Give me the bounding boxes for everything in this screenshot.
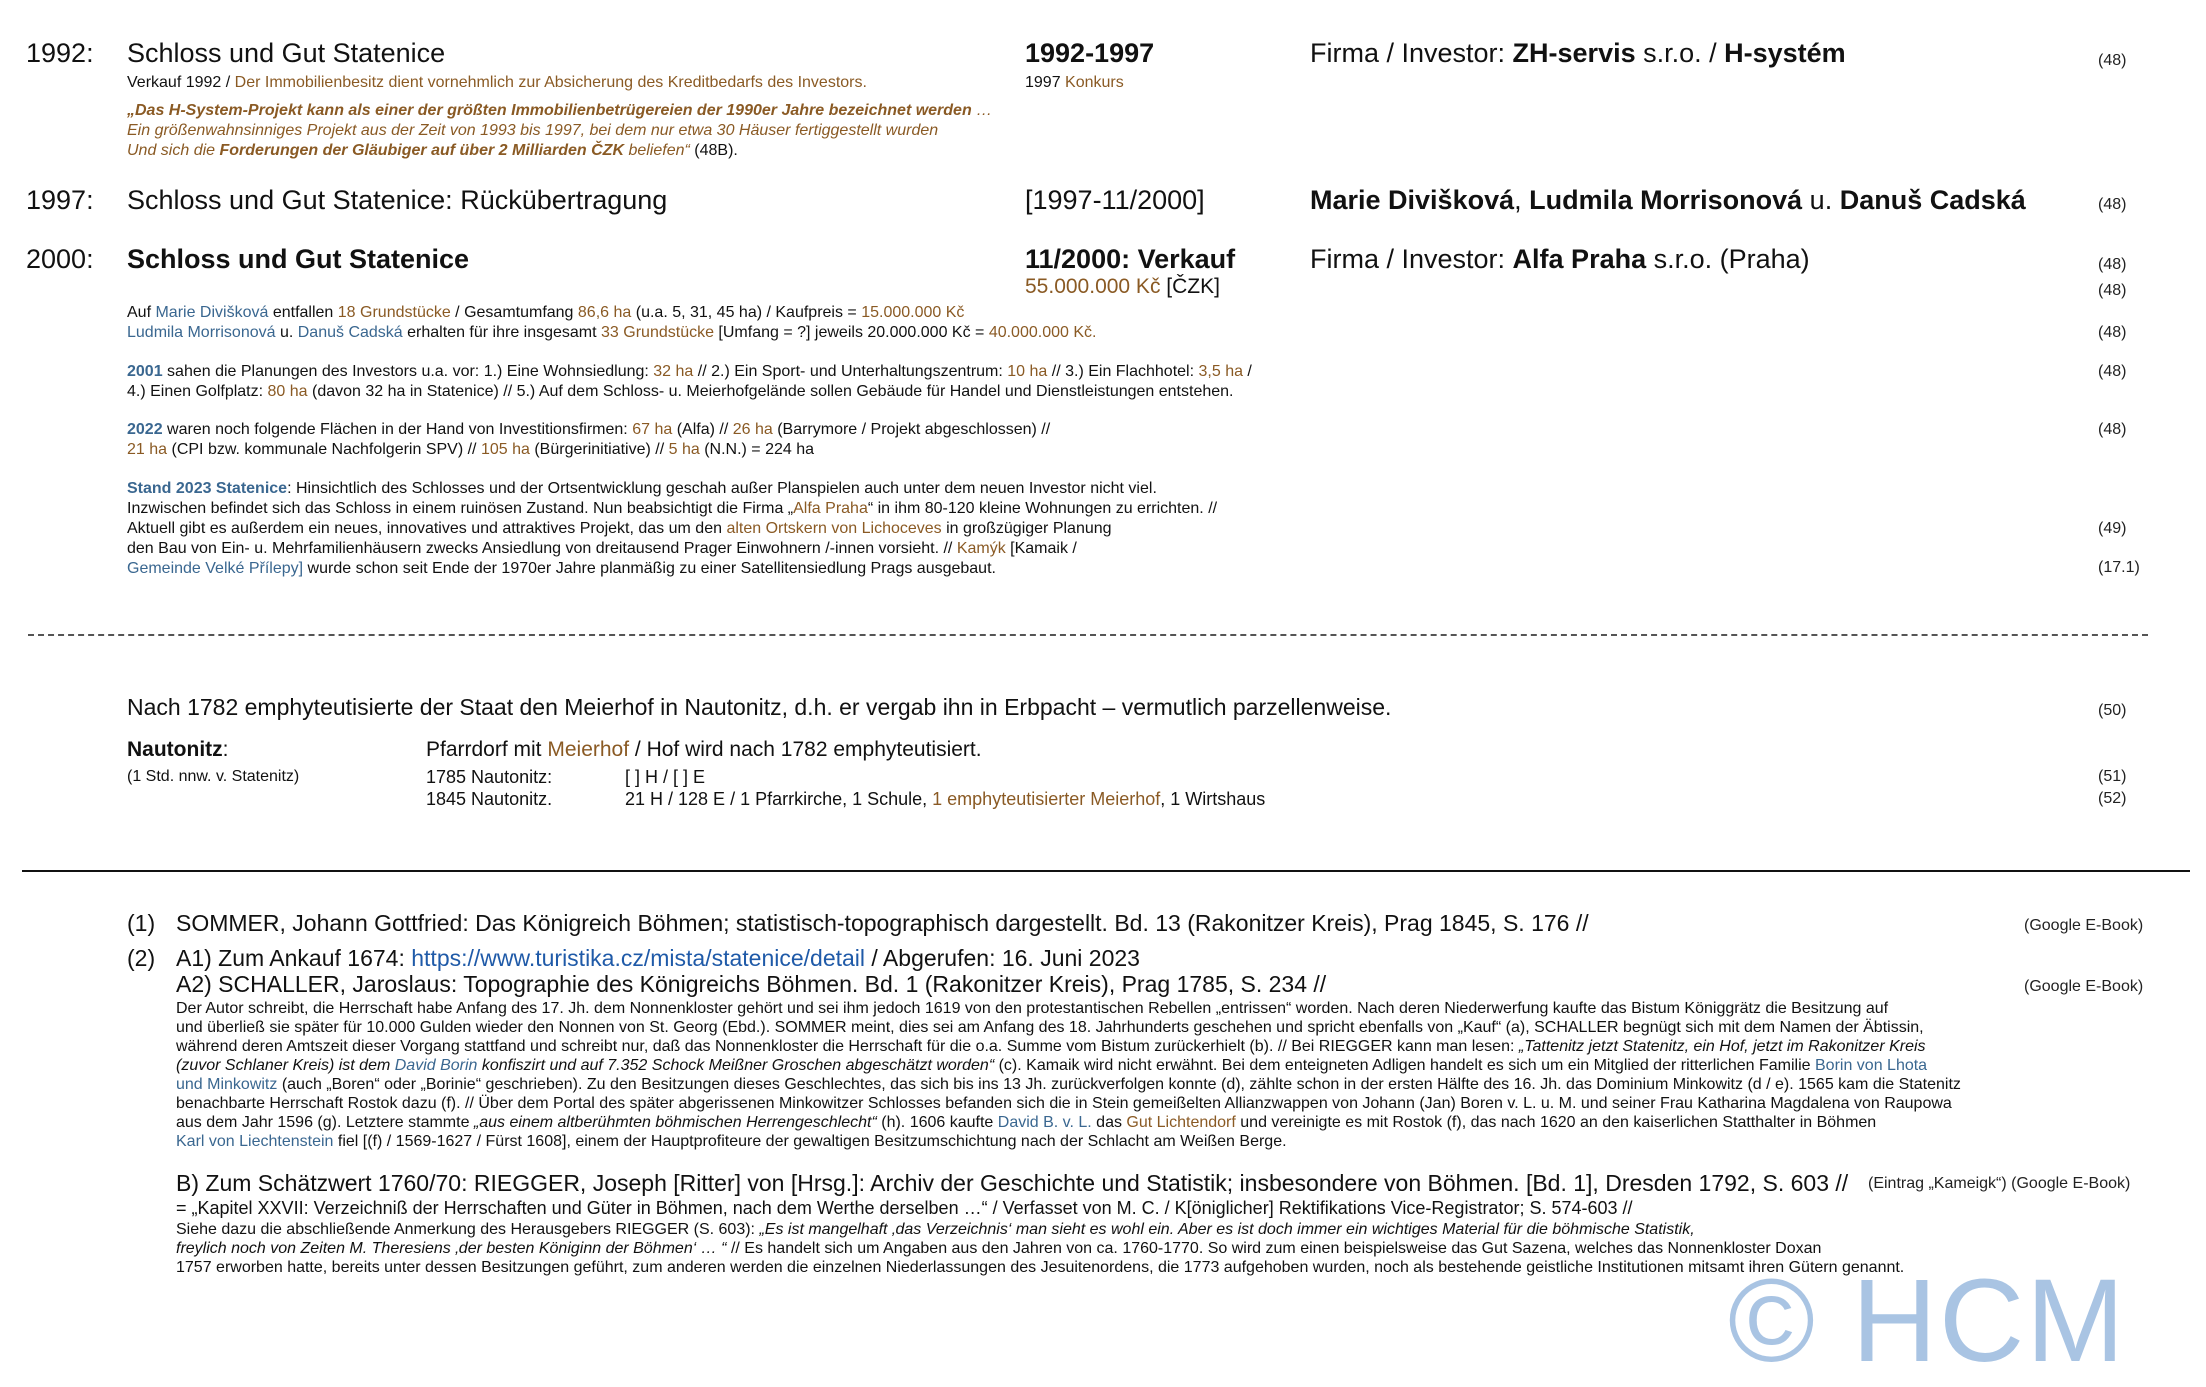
dashed-separator <box>28 634 2148 636</box>
quote-line-1: „Das H-System-Projekt kann als einer der größten Immobilienbetrügereien der 1990er Jahre bezeichnet werden … <box>127 102 993 119</box>
ref-2000-b: (48) <box>2098 282 2127 299</box>
footnote-2-number: (2) <box>127 945 156 971</box>
footnote-2-source: (Google E-Book) <box>2024 978 2144 995</box>
ref-1997: (48) <box>2098 196 2127 213</box>
status-2023-line-3: Aktuell gibt es außerdem ein neues, innovatives und attraktives Projekt, das um den alten Ortskern von Lichoceves in großzügiger Planung <box>127 520 1112 537</box>
footnote-separator <box>22 870 2190 872</box>
status-2023-line-4: den Bau von Ein- u. Mehrfamilienhäusern zwecks Ansiedlung von dreitausend Prager Einwohnern /-innen vorsieht. // Kamýk [Kamaik / <box>127 540 1077 557</box>
ref-2000-a: (48) <box>2098 256 2127 273</box>
nautonitz-1845-label: 1845 Nautonitz. <box>426 789 553 809</box>
plans-2001-line-2: 4.) Einen Golfplatz: 80 ha (davon 32 ha in Statenice) // 5.) Auf dem Schloss- u. Meierhofgelände sollen Gebäude für Handel und Dienstleistungen entstehen. <box>127 383 1234 400</box>
footnote-2-para-line-8: Karl von Liechtenstein fiel [(f) / 1569-1627 / Fürst 1608], einem der Hauptprofiteure der gewaltigen Besitzumschichtung nach der Schlacht am Weißen Berge. <box>176 1133 1287 1150</box>
footnote-2-b-line-3: Siehe dazu die abschließende Anmerkung des Herausgebers RIEGGER (S. 603): „Es ist mangelhaft ‚das Verzeichnis‘ man sieht es wohl ein. Aber es ist doch immer ein wichtiges Material für die böhmische Statistik, <box>176 1221 1695 1238</box>
footnote-2-b-source: (Eintrag „Kameigk“) (Google E-Book) <box>1868 1175 2131 1192</box>
year-1997: 1997: <box>26 185 94 215</box>
footnote-2-a2: A2) SCHALLER, Jaroslaus: Topographie des Königreichs Böhmen. Bd. 1 (Rakonitzer Kreis), Prag 1785, S. 234 // <box>176 971 1327 997</box>
nautonitz-1785-label: 1785 Nautonitz: <box>426 767 553 787</box>
footnote-2-para-line-2: und überließ sie später für 10.000 Gulden wieder den Nonnen von St. Georg (Ebd.). SOMMER meint, dies sei am Anfang des 18. Jahrhunderts geschehen und spricht ebenfalls von „Kauf“ (a), SCHALLER begnügt sich mit dem Namen der Äbtissin, <box>176 1019 1924 1036</box>
period-sub-1992: 1997 Konkurs <box>1025 74 1124 91</box>
areas-2022-line-2: 21 ha (CPI bzw. kommunale Nachfolgerin SPV) // 105 ha (Bürgerinitiative) // 5 ha (N.N.) = 224 ha <box>127 441 815 458</box>
footnote-1-source: (Google E-Book) <box>2024 917 2144 934</box>
footnote-2-b-line-2: = „Kapitel XXVII: Verzeichniß der Herrschaften und Güter in Böhmen, nach dem Werthe derselben …“ / Verfasset von M. C. / K[öniglicher] Rektifikations Vice-Registrator; S. 574-603 // <box>176 1198 1633 1218</box>
status-2023-line-2: Inzwischen befindet sich das Schloss in einem ruinösen Zustand. Nun beabsichtigt die Firma „Alfa Praha“ in ihm 80-120 kleine Wohnungen zu errichten. // <box>127 500 1218 517</box>
footnote-2-b-line-4: freylich noch von Zeiten M. Theresiens ‚der besten Königinn der Böhmen‘ … “ // Es handelt sich um Angaben aus den Jahren von ca. 1760-1770. So wird zum einen beispielsweise das Gut Sazena, welches das Nonnenkloster Doxan <box>176 1240 1822 1257</box>
purchase-line-2: Ludmila Morrisonová u. Danuš Cadská erhalten für ihre insgesamt 33 Grundstücke [Umfang = ?] jeweils 20.000.000 Kč = 40.000.000 Kč. <box>127 324 1097 341</box>
price-2000: 55.000.000 Kč [ČZK] <box>1025 275 1220 298</box>
footnote-2-para-line-7: aus dem Jahr 1596 (g). Letztere stammte „aus einem altberühmten böhmischen Herrengeschlecht“ (h). 1606 kaufte David B. v. L. das Gut Lichtendorf und vereinigte es mit Rostok (f), das nach 1620 an den kaiserlichen Statthalter in Böhmen <box>176 1114 1877 1131</box>
footnote-2-para-line-3: während deren Amtszeit dieser Vorgang stattfand und schreibt nur, daß das Nonnenkloster die Herrschaft für die o.a. Summe vom Bistum zurückerhielt (b). // Bei RIEGGER kann man lesen: „Tattenitz jetzt Statenitz, ein Hof, jetzt im Rakonitzer Kreis <box>176 1038 1926 1055</box>
footnote-2-a1: A1) Zum Ankauf 1674: https://www.turistika.cz/mista/statenice/detail / Abgerufen: 16. Juni 2023 <box>176 945 1140 971</box>
title-2000: Schloss und Gut Statenice <box>127 244 470 274</box>
purchase-line-1: Auf Marie Divišková entfallen 18 Grundstücke / Gesamtumfang 86,6 ha (u.a. 5, 31, 45 ha) / Kaufpreis = 15.000.000 Kč <box>127 304 965 321</box>
nautonitz-name: Nautonitz: <box>127 738 229 761</box>
ref-1992: (48) <box>2098 52 2127 69</box>
footnote-1-number: (1) <box>127 910 156 936</box>
ref-1845: (52) <box>2098 790 2127 807</box>
title-1997: Schloss und Gut Statenice: Rückübertragung <box>127 185 668 215</box>
firm-1992: Firma / Investor: ZH-servis s.r.o. / H-systém <box>1310 38 1846 68</box>
period-1997: [1997-11/2000] <box>1025 185 1205 215</box>
period-1992: 1992-1997 <box>1025 38 1155 68</box>
title-1992: Schloss und Gut Statenice <box>127 38 446 68</box>
year-2000: 2000: <box>26 244 94 274</box>
nautonitz-1845-value: 21 H / 128 E / 1 Pfarrkirche, 1 Schule, 1 emphyteutisierter Meierhof, 1 Wirtshaus <box>625 789 1266 809</box>
status-2023-line-1: Stand 2023 Statenice: Hinsichtlich des Schlosses und der Ortsentwicklung geschah außer Planspielen auch unter dem neuen Investor nicht viel. <box>127 480 1157 497</box>
footnote-2-para-line-1: Der Autor schreibt, die Herrschaft habe Anfang des 17. Jh. dem Nonnenkloster gehört und sei ihm jedoch 1619 von den protestantischen Rebellen „entrissen“ worden. Nach deren Niederwerfung kaufte das Bistum Königgrätz die Besitzung auf <box>176 1000 1889 1017</box>
ref-2000-f: (49) <box>2098 520 2127 537</box>
ref-2000-c: (48) <box>2098 324 2127 341</box>
footnote-2-b-title: B) Zum Schätzwert 1760/70: RIEGGER, Joseph [Ritter] von [Hrsg.]: Archiv der Geschichte und Statistik; insbesondere von Böhmen. [Bd. 1], Dresden 1792, S. 603 // <box>176 1170 1849 1196</box>
status-2023-line-5: Gemeinde Velké Přílepy] wurde schon seit Ende der 1970er Jahre planmäßig zu einer Satellitensiedlung Prags ausgebaut. <box>127 560 996 577</box>
nautonitz-location: (1 Std. nnw. v. Statenitz) <box>127 768 300 785</box>
ref-2000-g: (17.1) <box>2098 559 2140 576</box>
quote-line-2: Ein größenwahnsinniges Projekt aus der Zeit von 1993 bis 1997, bei dem nur etwa 30 Häuser fertiggestellt wurden <box>127 122 939 139</box>
footnote-2-para-line-4: (zuvor Schlaner Kreis) ist dem David Borin konfiszirt und auf 7.352 Schock Meißner Groschen abgeschätzt worden“ (c). Kamaik wird nicht erwähnt. Bei dem enteigneten Adligen handelt es sich um ein Mitglied der ritterlichen Familie Borin von Lhota <box>176 1057 1928 1074</box>
footnote-2-para-line-5: und Minkowitz (auch „Boren“ oder „Borinie“ geschrieben). Zu den Besitzungen dieses Geschlechtes, das sich bis ins 13 Jh. zurückverfolgen konnte (d), zählte schon in der ersten Hälfte des 16. Jh. das Dominium Minkowitz (d / e). 1565 kam die Statenitz <box>176 1076 1961 1093</box>
nautonitz-1785-value: [ ] H / [ ] E <box>625 767 706 787</box>
ref-nautonitz-intro: (50) <box>2098 702 2127 719</box>
areas-2022-line-1: 2022 waren noch folgende Flächen in der Hand von Investitionsfirmen: 67 ha (Alfa) // 26 ha (Barrymore / Projekt abgeschlossen) // <box>127 421 1051 438</box>
sub-1992: Verkauf 1992 / Der Immobilienbesitz dient vornehmlich zur Absicherung des Kreditbedarfs des Investors. <box>127 74 867 91</box>
plans-2001-line-1: 2001 sahen die Planungen des Investors u.a. vor: 1.) Eine Wohnsiedlung: 32 ha // 2.) Ein Sport- und Unterhaltungszentrum: 10 ha // 3.) Ein Flachhotel: 3,5 ha / <box>127 363 1252 380</box>
hcm-watermark: © HCM <box>1728 1255 2127 1387</box>
ref-2000-d: (48) <box>2098 363 2127 380</box>
ref-1785: (51) <box>2098 768 2127 785</box>
ref-2000-e: (48) <box>2098 421 2127 438</box>
footnote-2-para-line-6: benachbarte Herrschaft Rostok dazu (f). // Über dem Portal des später abgerissenen Minkowitzer Schlosses befanden sich die in Stein gemeißelten Allianzwappen von Johann (Jan) Boren v. L. u. M. und seiner Frau Katharina Magdalena von Raupowa <box>176 1095 1952 1112</box>
period-2000: 11/2000: Verkauf <box>1025 244 1236 274</box>
nautonitz-description: Pfarrdorf mit Meierhof / Hof wird nach 1782 emphyteutisiert. <box>426 738 982 761</box>
footnote-1-text: SOMMER, Johann Gottfried: Das Königreich Böhmen; statistisch-topographisch dargestellt. Bd. 13 (Rakonitzer Kreis), Prag 1845, S. 176 // <box>176 910 1589 936</box>
nautonitz-intro: Nach 1782 emphyteutisierte der Staat den Meierhof in Nautonitz, d.h. er vergab ihn in Erbpacht – vermutlich parzellenweise. <box>127 694 1392 720</box>
owners-1997: Marie Divišková, Ludmila Morrisonová u. Danuš Cadská <box>1310 185 2026 215</box>
footnote-2-b-line-5: 1757 erworben hatte, bereits unter dessen Besitzungen geführt, zum anderen werden die einzelnen Niederlassungen des Jesuitenordens, die 1773 aufgehoben wurden, noch als bestehende geistliche Institutionen mitsamt ihren Gütern genannt. <box>176 1259 1905 1276</box>
firm-2000: Firma / Investor: Alfa Praha s.r.o. (Praha) <box>1310 244 1810 274</box>
turistika-link[interactable]: https://www.turistika.cz/mista/statenice/detail <box>411 945 866 971</box>
year-1992: 1992: <box>26 38 94 68</box>
quote-line-3: Und sich die Forderungen der Gläubiger auf über 2 Milliarden ČZK beliefen“ (48B). <box>127 142 738 159</box>
